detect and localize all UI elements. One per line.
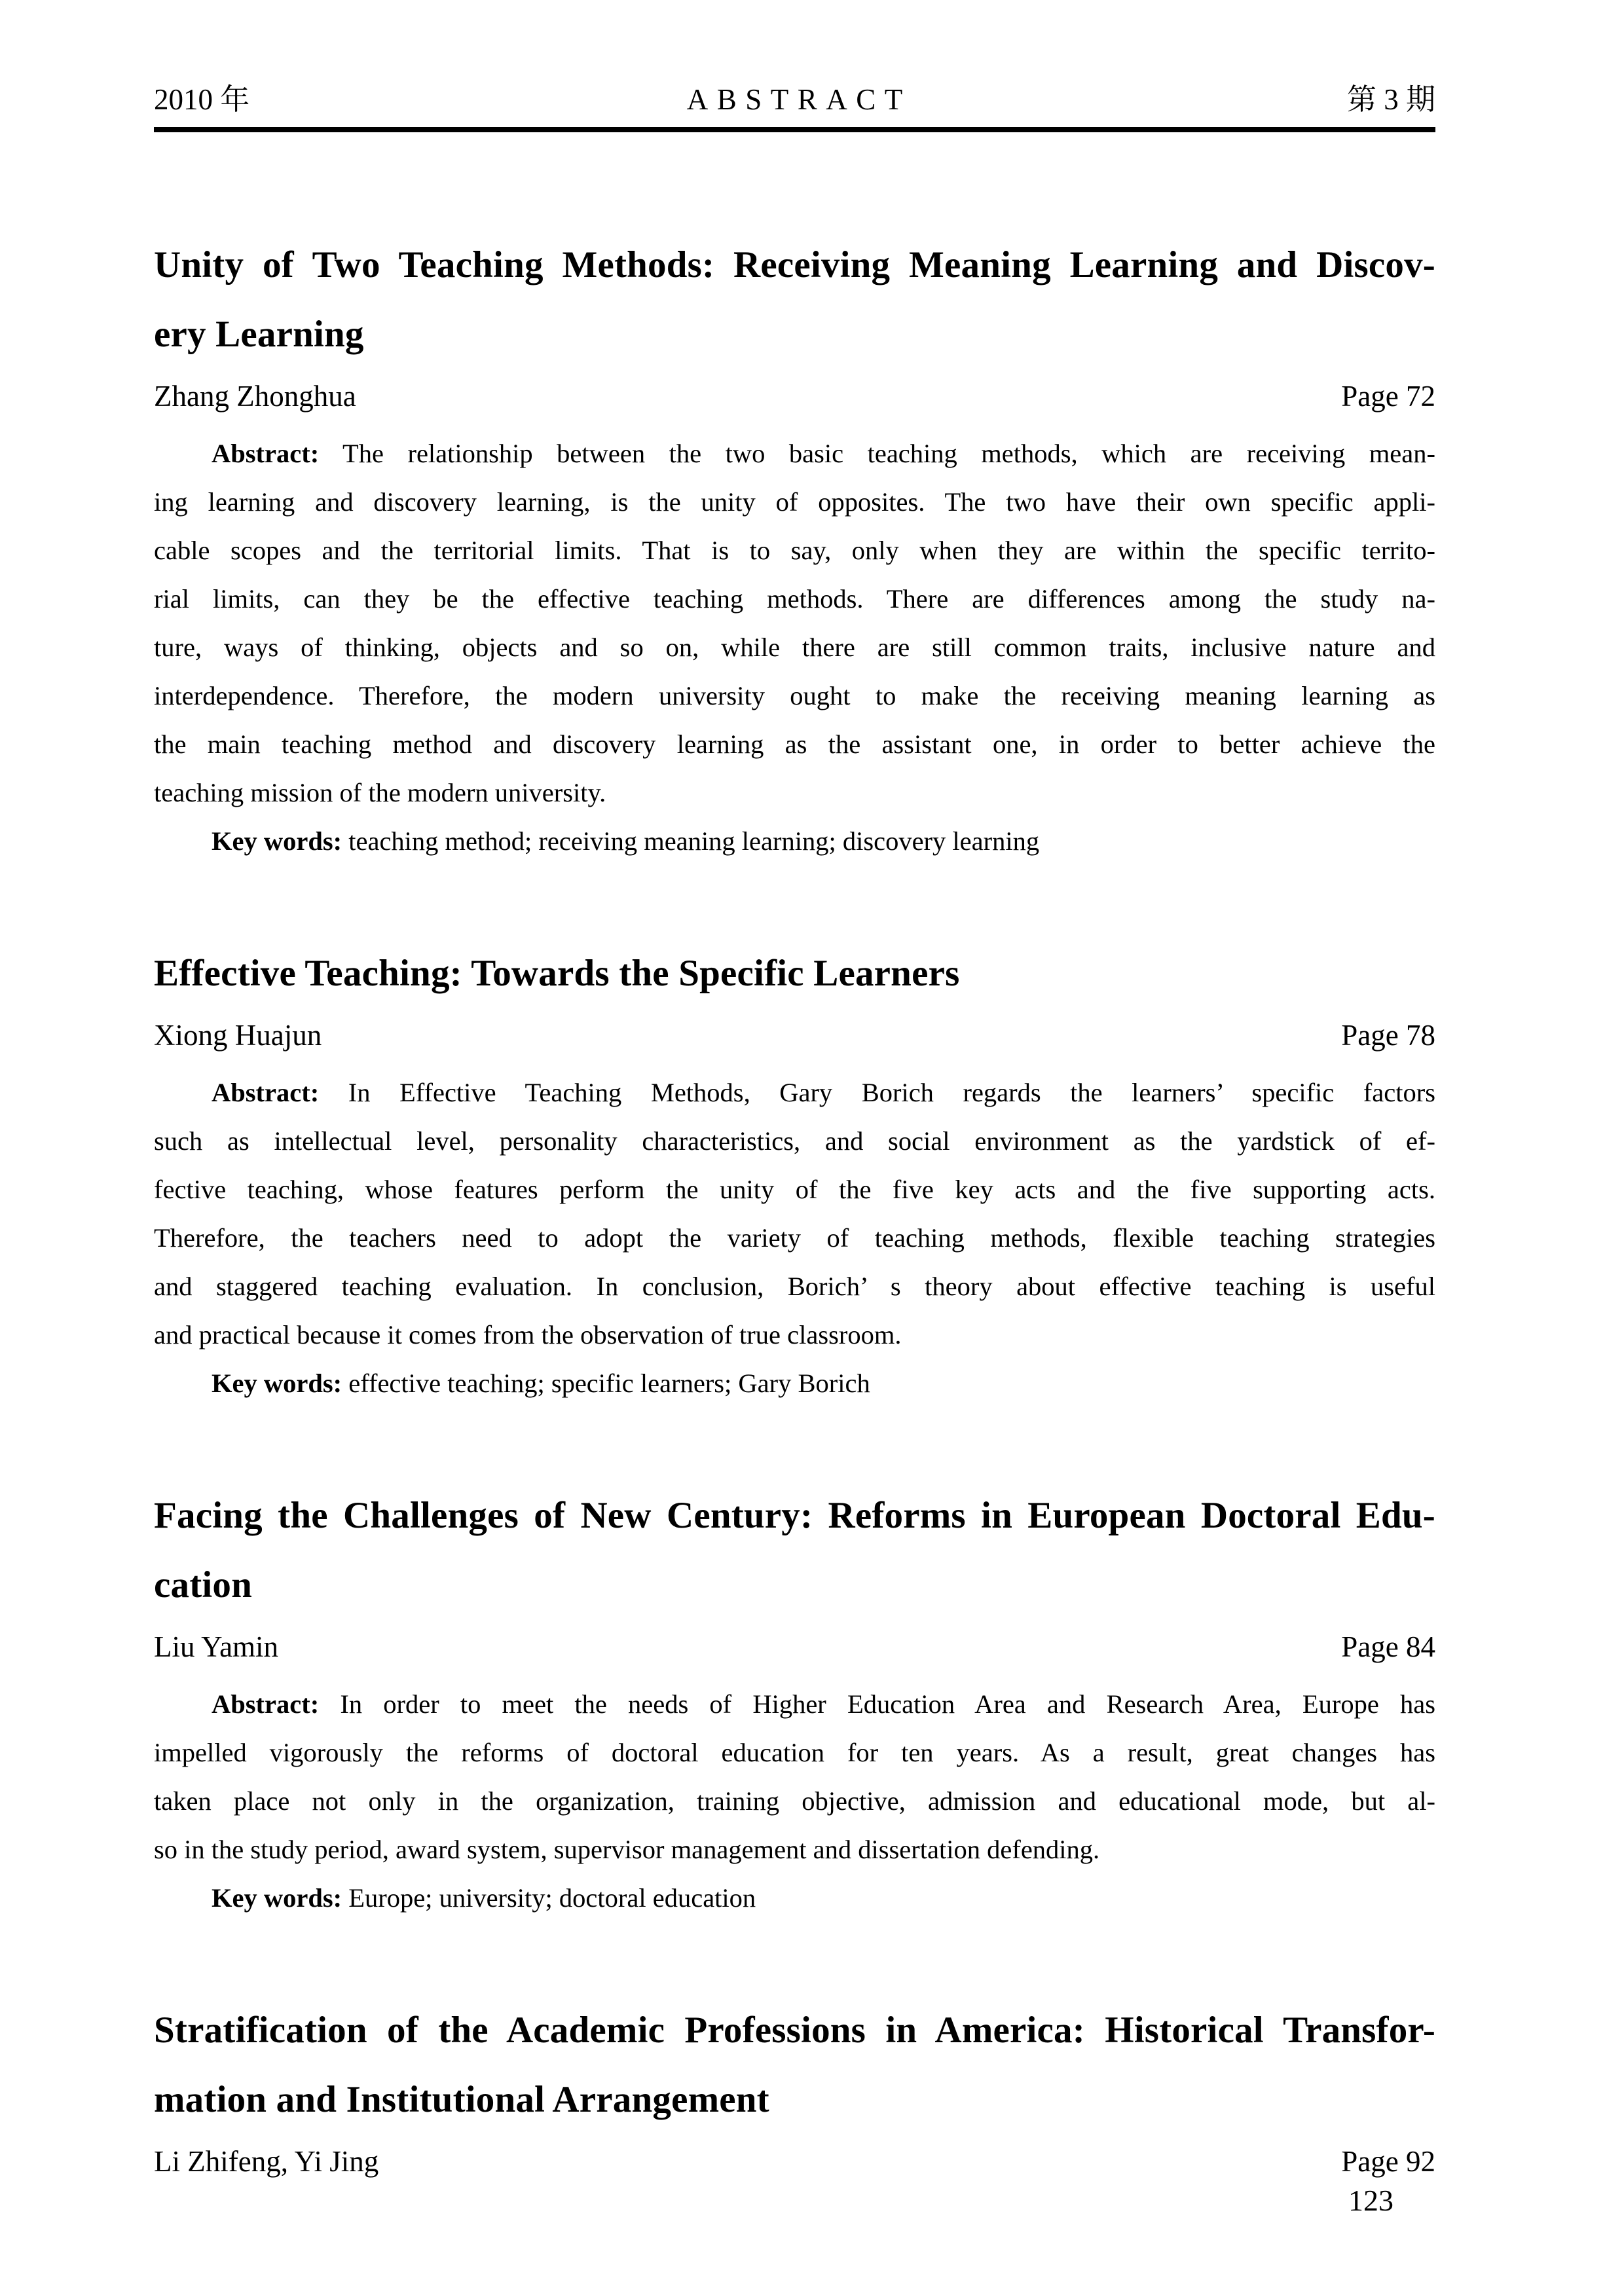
abstract-label: Abstract: xyxy=(212,1689,320,1719)
keywords-label: Key words: xyxy=(212,826,342,856)
abstract-line: taken place not only in the organization, training objective, admission and educational mode, but al- xyxy=(154,1786,1435,1816)
article-title-line: Stratification of the Academic Professions in America: Historical Transfor- xyxy=(154,2010,1435,2051)
keywords-text: Europe; university; doctoral education xyxy=(342,1883,756,1913)
article-abstract xyxy=(154,430,1435,817)
abstract-line: cable scopes and the territorial limits. That is to say, only when they are within the specific territo- xyxy=(154,536,1435,565)
article-keywords xyxy=(154,817,1435,866)
article-author: Xiong Huajun xyxy=(154,1019,322,1052)
article-title-line: cation xyxy=(154,1564,253,1606)
abstract-label: Abstract: xyxy=(212,439,320,468)
article-title-line: Unity of Two Teaching Methods: Receiving Meaning Learning and Discov- xyxy=(154,244,1435,285)
abstract-line: and practical because it comes from the observation of true classroom. xyxy=(154,1320,902,1349)
article-page-ref: Page 84 xyxy=(1341,1630,1435,1663)
abstract-line: impelled vigorously the reforms of doctoral education for ten years. As a result, great changes has xyxy=(154,1738,1435,1767)
abstract-line: ing learning and discovery learning, is the unity of opposites. The two have their own specific appli- xyxy=(154,487,1435,517)
article-page-ref: Page 92 xyxy=(1341,2145,1435,2178)
keywords-text: effective teaching; specific learners; Gary Borich xyxy=(342,1368,870,1398)
abstract-line: rial limits, can they be the effective teaching methods. There are differences among the study na- xyxy=(154,584,1435,614)
page-number: 123 xyxy=(1348,2184,1393,2217)
article-author: Liu Yamin xyxy=(154,1630,279,1663)
article-title xyxy=(154,939,1435,1008)
article-byline xyxy=(154,2142,1435,2180)
article-keywords xyxy=(154,1359,1435,1408)
abstract-line: Abstract: The relationship between the two basic teaching methods, which are receiving mean- xyxy=(212,439,1435,468)
abstract-line: ture, ways of thinking, objects and so on, while there are still common traits, inclusive nature and xyxy=(154,633,1435,662)
abstract-line: fective teaching, whose features perform the unity of the five key acts and the five supporting acts. xyxy=(154,1175,1435,1204)
article-title-line: ery Learning xyxy=(154,314,364,355)
abstract-line: such as intellectual level, personality characteristics, and social environment as the yardstick of ef- xyxy=(154,1126,1435,1156)
header-issue: 第 3 期 xyxy=(1346,83,1435,116)
abstract-line: so in the study period, award system, supervisor management and dissertation defending. xyxy=(154,1835,1100,1864)
article-title xyxy=(154,230,1435,369)
article-byline xyxy=(154,377,1435,415)
running-head xyxy=(154,83,1435,117)
article-section xyxy=(154,1996,1435,2180)
article-title xyxy=(154,1996,1435,2135)
article-abstract xyxy=(154,1680,1435,1874)
article-section xyxy=(154,1481,1435,1922)
abstract-label: Abstract: xyxy=(212,1078,320,1107)
article-abstract xyxy=(154,1069,1435,1359)
abstract-line: Abstract: In order to meet the needs of Higher Education Area and Research Area, Europe has xyxy=(212,1689,1435,1719)
abstract-line: interdependence. Therefore, the modern university ought to make the receiving meaning learning as xyxy=(154,681,1435,710)
article-section xyxy=(154,939,1435,1408)
article-section xyxy=(154,230,1435,866)
article-page-ref: Page 72 xyxy=(1341,380,1435,413)
keywords-label: Key words: xyxy=(212,1368,342,1398)
abstract-line: the main teaching method and discovery learning as the assistant one, in order to better achieve the xyxy=(154,729,1435,759)
article-title-line: Facing the Challenges of New Century: Reforms in European Doctoral Edu- xyxy=(154,1495,1435,1536)
abstract-line: Abstract: In Effective Teaching Methods, Gary Borich regards the learners’ specific factors xyxy=(212,1078,1435,1107)
article-page-ref: Page 78 xyxy=(1341,1019,1435,1052)
article-byline xyxy=(154,1016,1435,1054)
header-rule xyxy=(154,127,1435,132)
article-author: Zhang Zhonghua xyxy=(154,380,356,413)
article-author: Li Zhifeng, Yi Jing xyxy=(154,2145,379,2178)
article-byline xyxy=(154,1628,1435,1666)
articles-list xyxy=(154,230,1435,2180)
article-title xyxy=(154,1481,1435,1620)
article-keywords xyxy=(154,1874,1435,1922)
abstract-line: teaching mission of the modern university. xyxy=(154,778,606,807)
keywords-label: Key words: xyxy=(212,1883,342,1913)
abstract-line: and staggered teaching evaluation. In conclusion, Borich’ s theory about effective teaching is useful xyxy=(154,1272,1435,1301)
keywords-text: teaching method; receiving meaning learning; discovery learning xyxy=(342,826,1040,856)
abstract-line: Therefore, the teachers need to adopt the variety of teaching methods, flexible teaching strategies xyxy=(154,1223,1435,1253)
header-section-title: ABSTRACT xyxy=(686,83,912,116)
header-year: 2010 年 xyxy=(154,83,250,116)
article-title-line: Effective Teaching: Towards the Specific Learners xyxy=(154,953,960,994)
article-title-line: mation and Institutional Arrangement xyxy=(154,2079,769,2120)
